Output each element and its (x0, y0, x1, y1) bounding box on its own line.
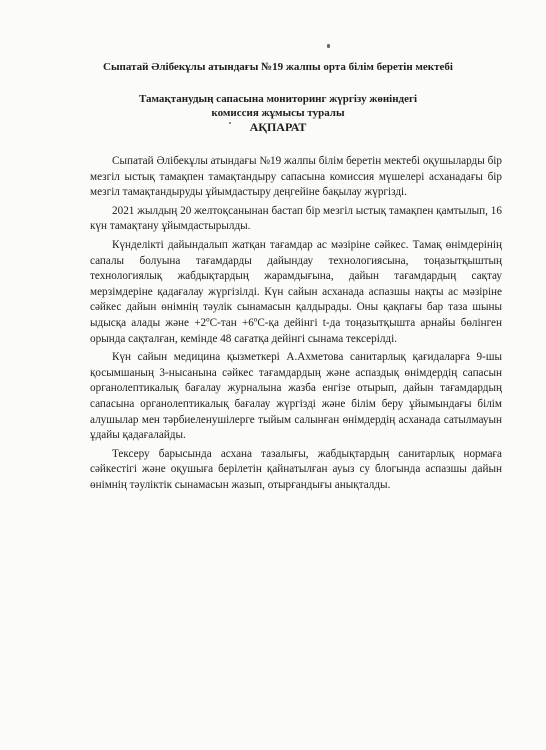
school-heading: Сыпатай Әлібекұлы атындағы №19 жалпы орта білім беретін мектебі (103, 61, 453, 73)
paragraph: Күнделікті дайындалып жатқан тағамдар ас мәзіріне сәйкес. Тамақ өнімдерінің сапалы болуына тағамдарды дайындау технологиясына, тоңазытқыштың технологиялық жабдықтардың жарамдығына, дайын тағамдардың сақтау мерзімдеріне қадағалау жүргізілді. Күн сайын асханада аспазшы нақты ас мәзіріне сәйкес дайын өнімнің тәулік сынамасын қалдырады. Оны қақпағы бар таза шыны ыдысқа алады және +2ºС-тан +6ºС-қа дейінгі t-да тоңазытқышта арнайы бөлінген орында сақталған, кемінде 48 сағатқа дейінгі сынама тексерілді. (90, 238, 502, 345)
scan-speck (327, 44, 330, 48)
paragraph: Сыпатай Әлібекұлы атындағы №19 жалпы білім беретін мектебі оқушыларды бір мезгіл ыстық тамақпен тамақтандыру сапасына комиссия мүшелері асханадағы бір мезгіл тамақтандыруды ұйымдастыру деңгейіне бақылау жүргізді. (90, 155, 502, 199)
subtitle-line-1: Тамақтанудың сапасына мониторинг жүргізу жөніндегі (138, 93, 418, 105)
paragraph: 2021 жылдың 20 желтоқсанынан бастап бір мезгіл ыстық тамақпен қамтылып, 16 күн тамақтану ұйымдастырылды. (90, 204, 502, 233)
paragraph: Күн сайын медицина қызметкері А.Ахметова санитарлық қағидаларға 9-шы қосымшаның 3-нысанына сәйкес тағамдардың және аспаздық өнімдердің сапасын органолептикалық бағалау журналына жазба енгізе отырып, дайын тағамдардың сапасына органолептикалық бағалау жүргізді және білім беру ұйымындағы білім алушылар мен тәрбиеленушілерге тыйым салынған өнімдердің асханада сатылмауын ұдайы қадағалайды. (90, 351, 502, 442)
document-body (90, 154, 502, 496)
document-title: АҚПАРАТ (249, 120, 307, 134)
subtitle-line-2: комиссия жұмысы туралы (211, 107, 345, 119)
paragraph: Тексеру барысында асхана тазалығы, жабдықтардың санитарлық нормаға сәйкестігі және оқушыға берілетін қайнатылған ауыз су блогында аспазшы дайын өнімнің тәуліктік сынамасын жазып, отырғандығы анықталды. (90, 447, 502, 491)
